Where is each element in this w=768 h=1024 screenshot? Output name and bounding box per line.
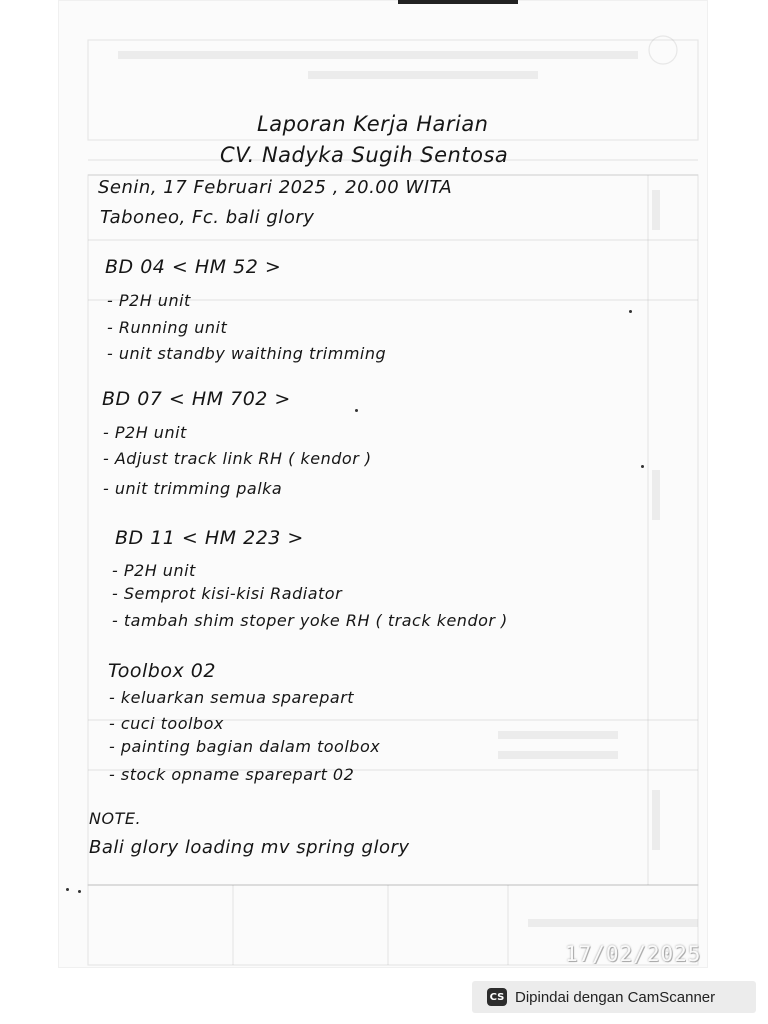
camscanner-watermark	[472, 981, 756, 1013]
camscanner-logo-icon: CS	[487, 988, 507, 1006]
section-heading: BD 04 < HM 52 >	[105, 256, 282, 278]
list-item: - unit standby waithing trimming	[107, 344, 387, 363]
note-text: Bali glory loading mv spring glory	[89, 837, 410, 858]
section-heading: BD 07 < HM 702 >	[102, 388, 291, 410]
section-heading: BD 11 < HM 223 >	[115, 527, 304, 549]
section-heading: Toolbox 02	[108, 660, 216, 682]
scan-edge-mark	[398, 0, 518, 4]
company-name: CV. Nadyka Sugih Sentosa	[220, 143, 509, 167]
location-line: Taboneo, Fc. bali glory	[100, 207, 315, 228]
list-item: - Semprot kisi-kisi Radiator	[112, 584, 343, 603]
ink-dot	[78, 890, 81, 893]
ink-dot	[66, 888, 69, 891]
list-item: - P2H unit	[112, 561, 196, 580]
list-item: - stock opname sparepart 02	[109, 765, 355, 784]
list-item: - keluarkan semua sparepart	[109, 688, 355, 707]
report-title: Laporan Kerja Harian	[257, 112, 489, 136]
ink-dot	[629, 310, 632, 313]
ink-dot	[641, 465, 644, 468]
list-item: - cuci toolbox	[109, 714, 224, 733]
note-label: NOTE.	[89, 809, 142, 828]
list-item: - Adjust track link RH ( kendor )	[103, 449, 372, 468]
list-item: - P2H unit	[107, 291, 191, 310]
list-item: - unit trimming palka	[103, 479, 283, 498]
date-line: Senin, 17 Februari 2025 , 20.00 WITA	[98, 177, 453, 198]
scan-timestamp: 17/02/2025	[565, 942, 702, 966]
watermark-text: Dipindai dengan CamScanner	[515, 988, 716, 1006]
scanned-page	[58, 0, 708, 968]
list-item: - painting bagian dalam toolbox	[109, 737, 381, 756]
list-item: - tambah shim stoper yoke RH ( track kendor )	[112, 611, 508, 630]
list-item: - P2H unit	[103, 423, 187, 442]
ink-dot	[355, 409, 358, 412]
list-item: - Running unit	[107, 318, 228, 337]
